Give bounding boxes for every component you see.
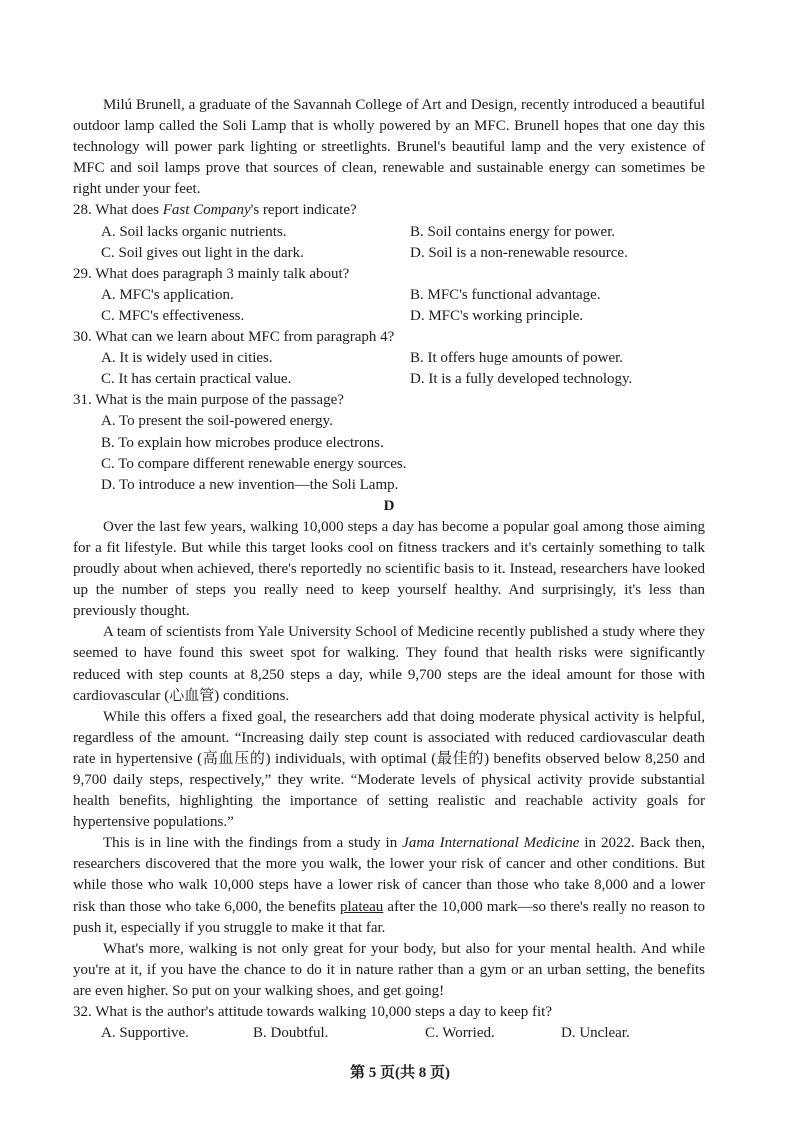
option-c: C. Soil gives out light in the dark.	[101, 244, 304, 261]
page-number-footer: 第 5 页(共 8 页)	[350, 1065, 450, 1081]
option-grid	[73, 285, 705, 327]
underlined-word: plateau	[340, 898, 384, 915]
option-b: B. To explain how microbes produce electrons.	[101, 434, 384, 451]
option-d: D. It is a fully developed technology.	[410, 371, 633, 388]
question-stem: 30. What can we learn about MFC from paragraph 4?	[73, 329, 395, 346]
question-30	[73, 327, 705, 390]
option-d: D. MFC's working principle.	[410, 307, 584, 324]
option-c: C. MFC's effectiveness.	[101, 307, 245, 324]
question-stem: 32. What is the author's attitude towards walking 10,000 steps a day to keep fit?	[73, 1004, 552, 1021]
passage-d-paragraph-3: While this offers a fixed goal, the researchers add that doing moderate physical activity is helpful, regardless of the amount. “Increasing daily step count is associated with reduced cardiovascular death rate in hypertensive (高血压的) individuals, with optimal (最佳的) benefits observed below 8,250 and 9,700 daily steps, respectively,” they write. “Moderate levels of physical activity provide substantial health benefits, highlighting the importance of setting realistic and reachable activity goals for hypertensive populations.”	[73, 708, 705, 831]
question-29	[73, 264, 705, 327]
option-a: A. To present the soil-powered energy.	[101, 413, 333, 430]
option-d: D. Unclear.	[561, 1025, 630, 1042]
option-d: D. Soil is a non-renewable resource.	[410, 244, 628, 261]
question-stem: 28. What does Fast Company's report indicate?	[73, 202, 357, 219]
option-list	[73, 411, 705, 495]
passage-d-paragraph-1: Over the last few years, walking 10,000 steps a day has become a popular goal among those aiming for a fit lifestyle. But while this target looks cool on fitness trackers and it's certainly something to talk proudly about when achieved, there's reportedly no scientific basis to it. Instead, researchers have looked up the number of steps you really need to keep yourself healthy. And surprisingly, it's less than previously thought.	[73, 518, 705, 620]
section-heading-d: D	[383, 497, 395, 514]
page-content	[73, 95, 705, 1044]
question-31	[73, 390, 705, 495]
passage-c-last-paragraph: Milú Brunell, a graduate of the Savannah College of Art and Design, recently introduced a beautiful outdoor lamp called the Soli Lamp that is wholly powered by an MFC. Brunell hopes that one day this technology will power park lighting or streetlights. Brunel's beautiful lamp and the very existence of MFC and soil lamps prove that sources of clean, renewable and sustainable energy can sometimes be right under your feet.	[73, 97, 705, 198]
option-c: C. Worried.	[425, 1025, 495, 1042]
passage-d-paragraph-2: A team of scientists from Yale University School of Medicine recently published a study where they seemed to have found this sweet spot for walking. They found that health risks were significantly reduced with step counts at 8,250 steps a day, while 9,700 steps are the ideal amount for those with cardiovascular (心血管) conditions.	[73, 624, 705, 704]
option-b: B. Soil contains energy for power.	[410, 223, 616, 240]
question-32	[73, 1002, 705, 1044]
question-stem: 29. What does paragraph 3 mainly talk about?	[73, 265, 350, 282]
option-a: A. MFC's application.	[101, 286, 234, 303]
question-28	[73, 200, 705, 263]
option-grid	[73, 348, 705, 390]
question-stem: 31. What is the main purpose of the passage?	[73, 392, 344, 409]
option-c: C. To compare different renewable energy sources.	[101, 455, 407, 472]
option-b: B. MFC's functional advantage.	[410, 286, 601, 303]
option-b: B. It offers huge amounts of power.	[410, 350, 624, 367]
passage-d-paragraph-5: What's more, walking is not only great for your body, but also for your mental health. And while you're at it, if you have the chance to do it in nature rather than a gym or an urban setting, the benefits are even higher. So put on your walking shoes, and get going!	[73, 940, 705, 999]
option-a: A. It is widely used in cities.	[101, 350, 273, 367]
option-row	[73, 1023, 705, 1044]
passage-d-paragraph-4: This is in line with the findings from a study in Jama International Medicine in 2022. Back then, researchers discovered that the more you walk, the lower your risk of cancer and other conditions. But while those who walk 10,000 steps have a lower risk of cancer than those who take 8,000 and a lower risk than those who take 6,000, the benefits plateau after the 10,000 mark—so there's really no reason to push it, especially if you struggle to make it that far.	[73, 835, 705, 936]
option-grid	[73, 222, 705, 264]
option-b: B. Doubtful.	[253, 1025, 329, 1042]
option-d: D. To introduce a new invention—the Soli Lamp.	[101, 476, 399, 493]
option-a: A. Soil lacks organic nutrients.	[101, 223, 287, 240]
option-c: C. It has certain practical value.	[101, 371, 292, 388]
option-a: A. Supportive.	[101, 1025, 189, 1042]
